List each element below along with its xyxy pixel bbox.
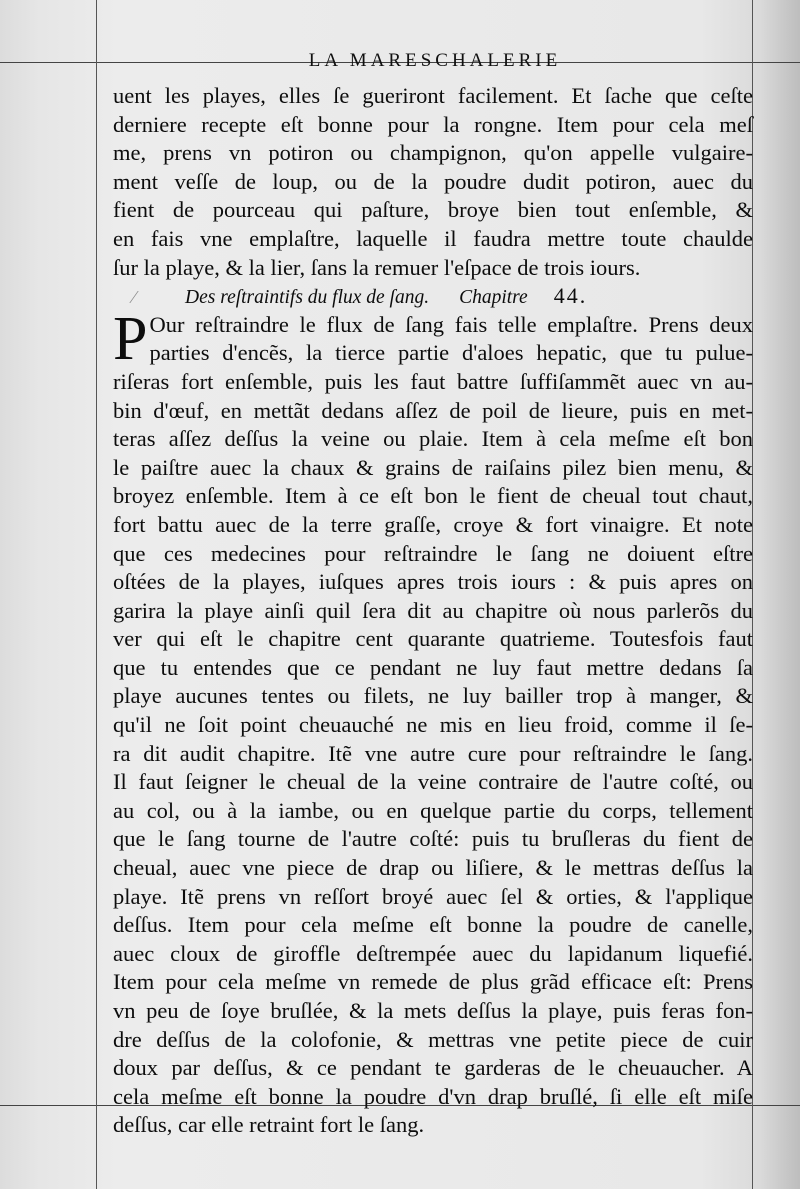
text-line: dre deſſus de la colofonie, & mettras vne petite piece de cuir xyxy=(113,1026,753,1052)
drop-cap: P xyxy=(113,304,148,373)
text-line: qu'il ne ſoit point cheuauché ne mis en lieu froid, comme il ſe- xyxy=(113,712,753,738)
text-line: le paiſtre auec la chaux & grains de raiſains pilez bien menu, & xyxy=(113,454,753,480)
text-line: ra dit audit chapitre. Itẽ vne autre cure pour reſtraindre le ſang. xyxy=(113,740,753,766)
chapter-label: Chapitre xyxy=(459,287,528,309)
text-line: que tu entendes que ce pendant ne luy faut mettre dedans ſa xyxy=(113,654,753,680)
preceding-chapter-text xyxy=(113,82,753,282)
text-line: garira la playe ainſi quil ſera dit au chapitre où nous parlerõs du xyxy=(113,597,753,623)
text-line: fort battu auec de la terre graſſe, croye & fort vinaigre. Et note xyxy=(113,511,753,537)
text-line: playe aucunes tentes ou filets, ne luy bailler trop à manger, & xyxy=(113,683,753,709)
text-line: au col, ou à la iambe, ou en quelque partie du corps, tellement xyxy=(113,797,753,823)
main-text-block xyxy=(113,368,753,1140)
text-line: Il faut ſeigner le cheual de la veine contraire de l'autre coſté, ou xyxy=(113,769,753,795)
chapter-paragraph xyxy=(113,304,753,1140)
page-body xyxy=(113,82,753,1140)
chapter-number: 44. xyxy=(553,283,588,309)
text-line: ver qui eſt le chapitre cent quarante quatrieme. Toutesfois faut xyxy=(113,626,753,652)
text-line: auec cloux de giroffle deſtrempée auec du lapidanum liquefié. xyxy=(113,940,753,966)
text-line: ſur la playe, & la lier, ſans la remuer l'eſpace de trois iours. xyxy=(113,254,641,280)
left-margin-rule xyxy=(96,0,97,1189)
text-line: vn peu de ſoye bruſlée, & la mets deſſus la playe, puis feras fon- xyxy=(113,998,753,1023)
chapter-heading xyxy=(113,282,753,311)
text-line: oſtées de la playes, iuſques apres trois iours : & puis apres on xyxy=(113,569,753,595)
text-line: ment veſſe de loup, ou de la poudre dudit potiron, auec du xyxy=(113,168,753,194)
text-line: broyez enſemble. Item à ce eſt bon le fient de cheual tout chaut, xyxy=(113,483,753,509)
text-line: me, prens vn potiron ou champignon, qu'on appelle vulgaire- xyxy=(113,140,753,166)
text-line: deſſus. Item pour cela meſme eſt bonne la poudre de canelle, xyxy=(113,912,753,938)
paragraph-line: Our reſtraindre le flux de ſang fais telle emplaſtre. Prens deux xyxy=(149,311,753,337)
paragraph-line: parties d'encẽs, la tierce partie d'aloes hepatic, que tu pulue- xyxy=(149,340,753,366)
text-line: doux par deſſus, & ce pendant te garderas de le cheuaucher. A xyxy=(113,1055,753,1081)
text-line: derniere recepte eſt bonne pour la rongne. Item pour cela meſ xyxy=(113,111,753,137)
text-line: deſſus, car elle retraint fort le ſang. xyxy=(113,1112,425,1138)
running-head: LA MARESCHALERIE xyxy=(308,50,562,71)
text-line: teras aſſez deſſus la veine ou plaie. Item à cela meſme eſt bon xyxy=(113,426,753,452)
text-line: fient de pourceau qui paſture, broye bien tout enſemble, & xyxy=(113,197,753,223)
text-line: que le ſang tourne de l'autre coſté: puis tu bruſleras du fient de xyxy=(113,826,753,852)
text-line: cela meſme eſt bonne la poudre d'vn drap bruſlé, ſi elle eſt miſe xyxy=(113,1083,753,1109)
text-line: cheual, auec vne piece de drap ou liſiere, & le mettras deſſus la xyxy=(113,855,753,881)
chapter-title: Des reſtraintifs du flux de ſang. xyxy=(185,287,430,309)
text-line: playe. Itẽ prens vn reſſort broyé auec ſel & orties, & l'applique xyxy=(113,883,753,909)
text-line: riſeras fort enſemble, puis les faut battre ſuffiſammẽt auec vn au- xyxy=(113,368,753,394)
text-line: Item pour cela meſme vn remede de plus grãd efficace eſt: Prens xyxy=(113,969,753,995)
margin-mark: ⁄ xyxy=(132,287,136,308)
text-line: que ces medecines pour reſtraindre le ſang ne doiuent eſtre xyxy=(113,540,753,566)
text-line: bin d'œuf, en mettãt dedans aſſez de poil de lieure, puis en met- xyxy=(113,397,753,423)
text-line: uent les playes, elles ſe gueriront facilement. Et ſache que ceſte xyxy=(113,83,753,108)
text-line: en fais vne emplaſtre, laquelle il faudra mettre toute chaulde xyxy=(113,225,753,251)
